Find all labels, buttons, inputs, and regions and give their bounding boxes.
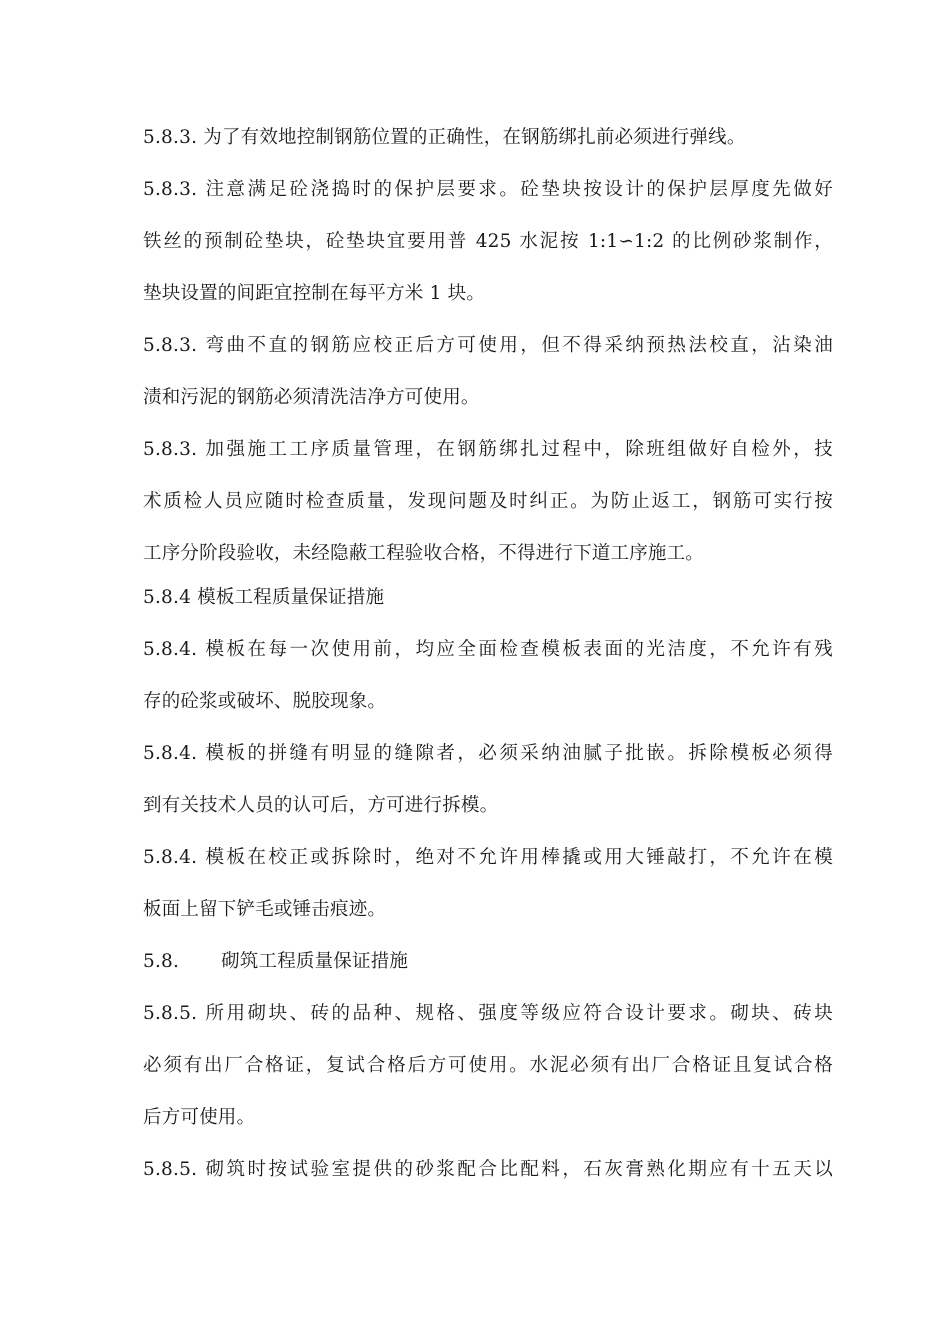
text-line: 渍和污泥的钢筋必须清洗洁净方可使用。 xyxy=(143,387,480,408)
text-line: 5.8.4. 模板的拼缝有明显的缝隙者，必须采纳油腻子批嵌。拆除模板必须得 xyxy=(143,743,833,764)
text-line: 5.8.5. 所用砌块、砖的品种、规格、强度等级应符合设计要求。砌块、砖块 xyxy=(143,1003,833,1024)
text-line: 5.8.4. 模板在校正或拆除时，绝对不允许用棒撬或用大锤敲打，不允许在模 xyxy=(143,847,833,868)
text-line: 术质检人员应随时检查质量，发现问题及时纠正。为防止返工，钢筋可实行按 xyxy=(143,491,833,512)
text-line: 板面上留下铲毛或锤击痕迹。 xyxy=(143,899,387,920)
text-line: 5.8.3. 注意满足砼浇捣时的保护层要求。砼垫块按设计的保护层厚度先做好 xyxy=(143,179,833,200)
section-heading xyxy=(143,949,833,975)
text-line: 5.8.4. 模板在每一次使用前，均应全面检查模板表面的光洁度，不允许有残 xyxy=(143,639,833,660)
section-number: 5.8. xyxy=(143,951,180,972)
text-line: 到有关技术人员的认可后，方可进行拆模。 xyxy=(143,795,499,816)
section-title: 砌筑工程质量保证措施 xyxy=(221,951,409,972)
text-line: 垫块设置的间距宜控制在每平方米 1 块。 xyxy=(143,283,486,304)
section-heading: 5.8.4 模板工程质量保证措施 xyxy=(143,587,385,608)
text-line: 5.8.3. 加强施工工序质量管理，在钢筋绑扎过程中，除班组做好自检外，技 xyxy=(143,439,833,460)
text-line: 工序分阶段验收，未经隐蔽工程验收合格，不得进行下道工序施工。 xyxy=(143,543,705,564)
text-line: 5.8.3. 弯曲不直的钢筋应校正后方可使用，但不得采纳预热法校直，沾染油 xyxy=(143,335,833,356)
text-line: 铁丝的预制砼垫块，砼垫块宜要用普 425 水泥按 1:1∽1:2 的比例砂浆制作， xyxy=(143,231,833,252)
text-line: 后方可使用。 xyxy=(143,1107,256,1128)
text-line: 存的砼浆或破坏、脱胶现象。 xyxy=(143,691,387,712)
text-line: 5.8.5. 砌筑时按试验室提供的砂浆配合比配料，石灰膏熟化期应有十五天以 xyxy=(143,1159,833,1180)
text-line: 5.8.3. 为了有效地控制钢筋位置的正确性，在钢筋绑扎前必须进行弹线。 xyxy=(143,127,746,148)
text-line: 必须有出厂合格证，复试合格后方可使用。水泥必须有出厂合格证且复试合格 xyxy=(143,1055,833,1076)
